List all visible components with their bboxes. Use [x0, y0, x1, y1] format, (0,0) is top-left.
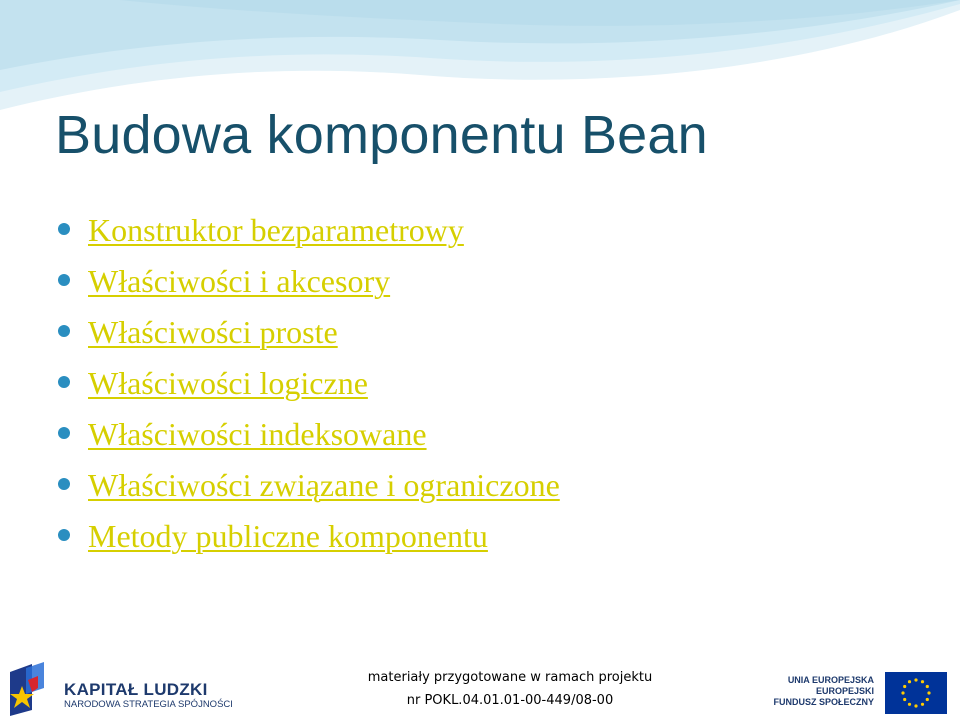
project-info-line-1: materiały przygotowane w ramach projektu	[367, 670, 653, 685]
project-info-line-2: nr POKL.04.01.01-00-449/08-00	[406, 693, 614, 708]
project-info	[340, 666, 680, 712]
slide-title: Budowa komponentu Bean	[55, 105, 708, 165]
eu-text-line-2: EUROPEJSKI	[815, 686, 874, 696]
bullet-link-konstruktor[interactable]: Konstruktor bezparametrowy	[88, 212, 464, 248]
kapital-ludzki-title: KAPITAŁ LUDZKI	[64, 680, 208, 699]
bullet-dot	[58, 427, 70, 439]
bullet-dot	[58, 325, 70, 337]
bullet-link-wlasciwosci-akcesory[interactable]: Właściwości i akcesory	[88, 263, 391, 299]
eu-text-line-3: FUNDUSZ SPOŁECZNY	[773, 697, 874, 707]
bullet-link-wlasciwosci-logiczne[interactable]: Właściwości logiczne	[88, 365, 368, 401]
footer	[0, 656, 960, 720]
kapital-ludzki-emblem-icon	[8, 658, 54, 720]
bullet-dot	[58, 376, 70, 388]
bullet-dot	[58, 529, 70, 541]
bullet-link-metody-publiczne[interactable]: Metody publiczne komponentu	[88, 518, 488, 554]
kapital-ludzki-subtitle: NARODOWA STRATEGIA SPÓJNOŚCI	[64, 699, 233, 710]
bullet-dot	[58, 478, 70, 490]
eu-flag-icon	[885, 672, 947, 714]
bullet-link-wlasciwosci-zwiazane[interactable]: Właściwości związane i ograniczone	[88, 467, 560, 503]
bullet-dot	[58, 274, 70, 286]
eu-text	[773, 675, 874, 708]
header-wave-decoration	[0, 0, 960, 120]
bullet-link-wlasciwosci-indeksowane[interactable]: Właściwości indeksowane	[88, 416, 427, 452]
kapital-ludzki-logo	[8, 658, 233, 720]
bullet-link-wlasciwosci-proste[interactable]: Właściwości proste	[88, 314, 338, 350]
eu-text-line-1: UNIA EUROPEJSKA	[787, 675, 874, 685]
eu-logo	[760, 668, 956, 718]
bullet-dot	[58, 223, 70, 235]
